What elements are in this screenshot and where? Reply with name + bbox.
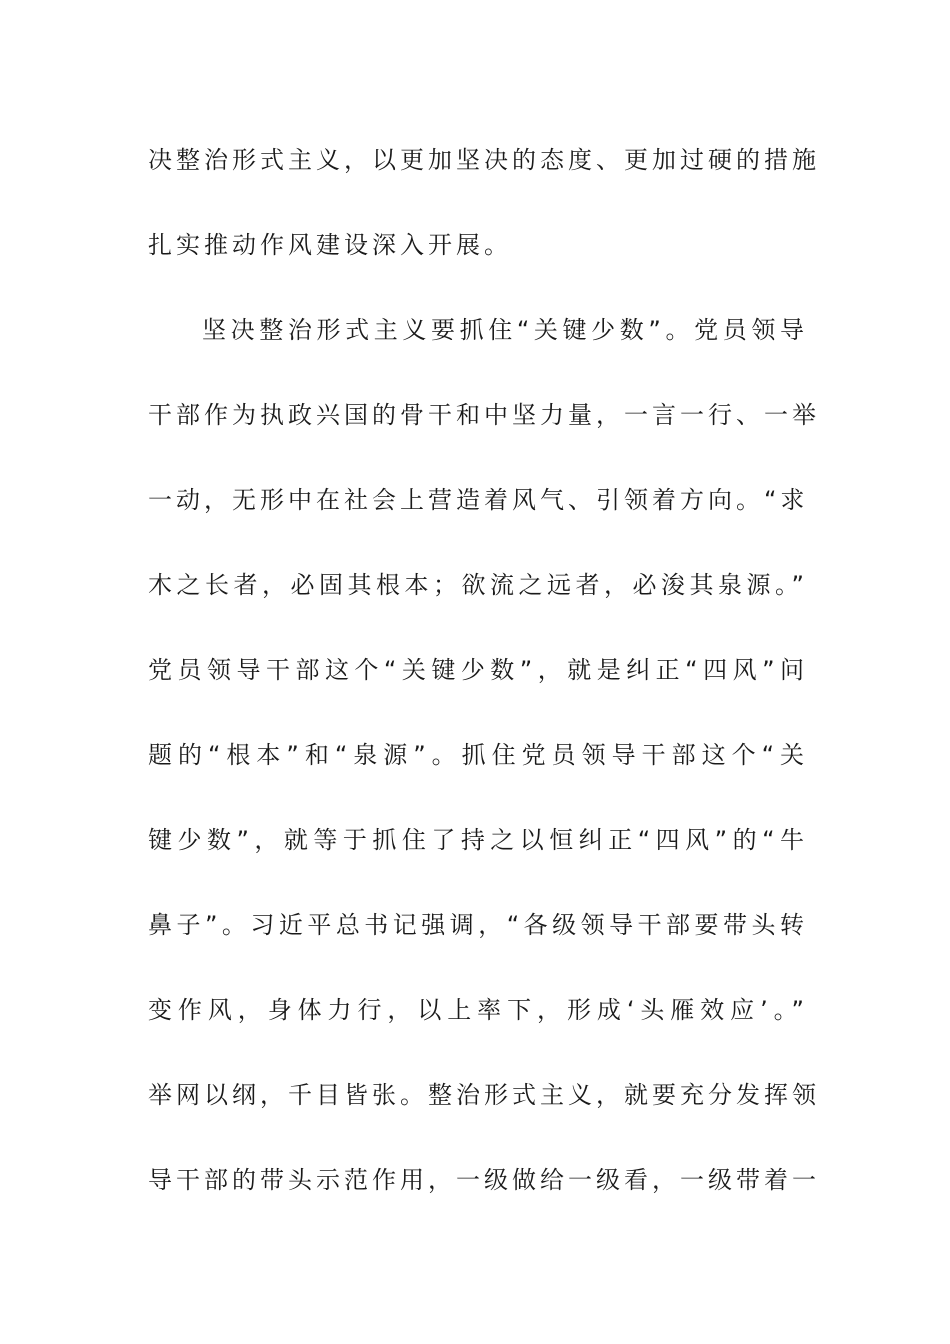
text-line: 扎实推动作风建设深入开展。	[148, 231, 512, 259]
text-line: 党员领导干部这个“关键少数”，就是纠正“四风”问	[148, 656, 808, 684]
text-line: 题的“根本”和“泉源”。抓住党员领导干部这个“关	[148, 741, 808, 769]
paragraph-first-line: 坚决整治形式主义要抓住“关键少数”。党员领导	[202, 316, 808, 344]
body-text	[148, 130, 820, 1235]
text-line: 决整治形式主义，以更加坚决的态度、更加过硬的措施	[148, 146, 820, 174]
text-line: 键少数”，就等于抓住了持之以恒纠正“四风”的“牛	[148, 826, 808, 854]
text-line: 木之长者，必固其根本；欲流之远者，必浚其泉源。”	[148, 571, 808, 599]
text-line: 鼻子”。习近平总书记强调，“各级领导干部要带头转	[148, 911, 808, 939]
text-line: 导干部的带头示范作用，一级做给一级看，一级带着一	[148, 1166, 820, 1194]
text-line: 举网以纲，千目皆张。整治形式主义，就要充分发挥领	[148, 1081, 820, 1109]
text-line: 变作风，身体力行，以上率下，形成‘头雁效应’。”	[148, 996, 808, 1024]
text-line: 一动，无形中在社会上营造着风气、引领着方向。“求	[148, 486, 809, 514]
text-line: 干部作为执政兴国的骨干和中坚力量，一言一行、一举	[148, 401, 820, 429]
